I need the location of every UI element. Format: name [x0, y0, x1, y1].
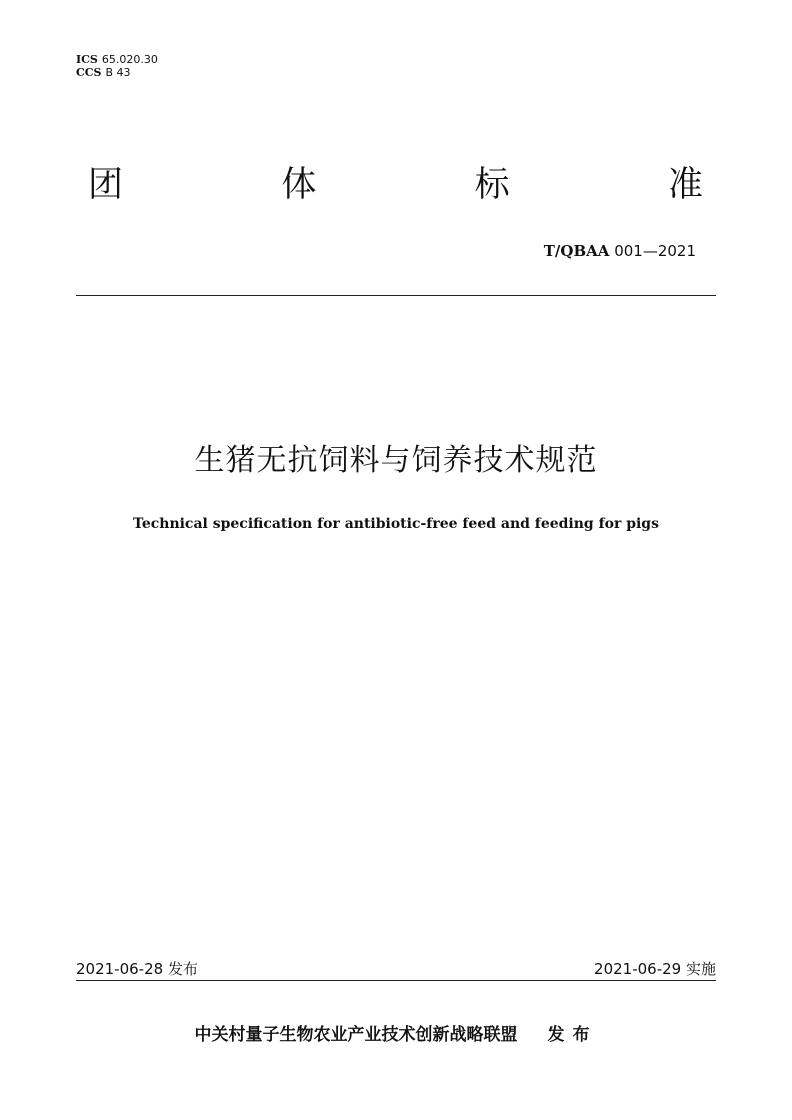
title-chinese: 生猪无抗饲料与饲养技术规范: [194, 443, 598, 478]
ics-line: [76, 54, 158, 66]
bottom-divider: [76, 980, 716, 981]
issue-label: 发布: [547, 1025, 598, 1045]
standard-number: [544, 242, 696, 260]
standard-type-char: 标: [474, 165, 510, 205]
ccs-line: [76, 67, 131, 79]
ics-code: 65.020.30: [101, 53, 158, 66]
standard-type-char: 体: [281, 165, 317, 205]
top-divider: [76, 295, 716, 296]
standard-number-value: 001—2021: [614, 242, 696, 260]
standard-type-heading: [88, 163, 703, 207]
standard-type-char: 准: [667, 165, 703, 205]
title-english: Technical specification for antibiotic-free feed and feeding for pigs: [133, 516, 659, 532]
publish-date: 2021-06-28 发布: [76, 960, 198, 978]
ccs-label: CCS: [76, 66, 102, 79]
ics-label: ICS: [76, 53, 98, 66]
issuer-name: 中关村量子生物农业产业技术创新战略联盟: [194, 1025, 518, 1045]
standard-type-char: 团: [88, 165, 124, 205]
standard-number-prefix: T/QBAA: [543, 242, 610, 260]
issuer-row: [0, 1020, 792, 1045]
ccs-code: B 43: [105, 66, 131, 79]
implement-date: 2021-06-29 实施: [594, 960, 716, 978]
